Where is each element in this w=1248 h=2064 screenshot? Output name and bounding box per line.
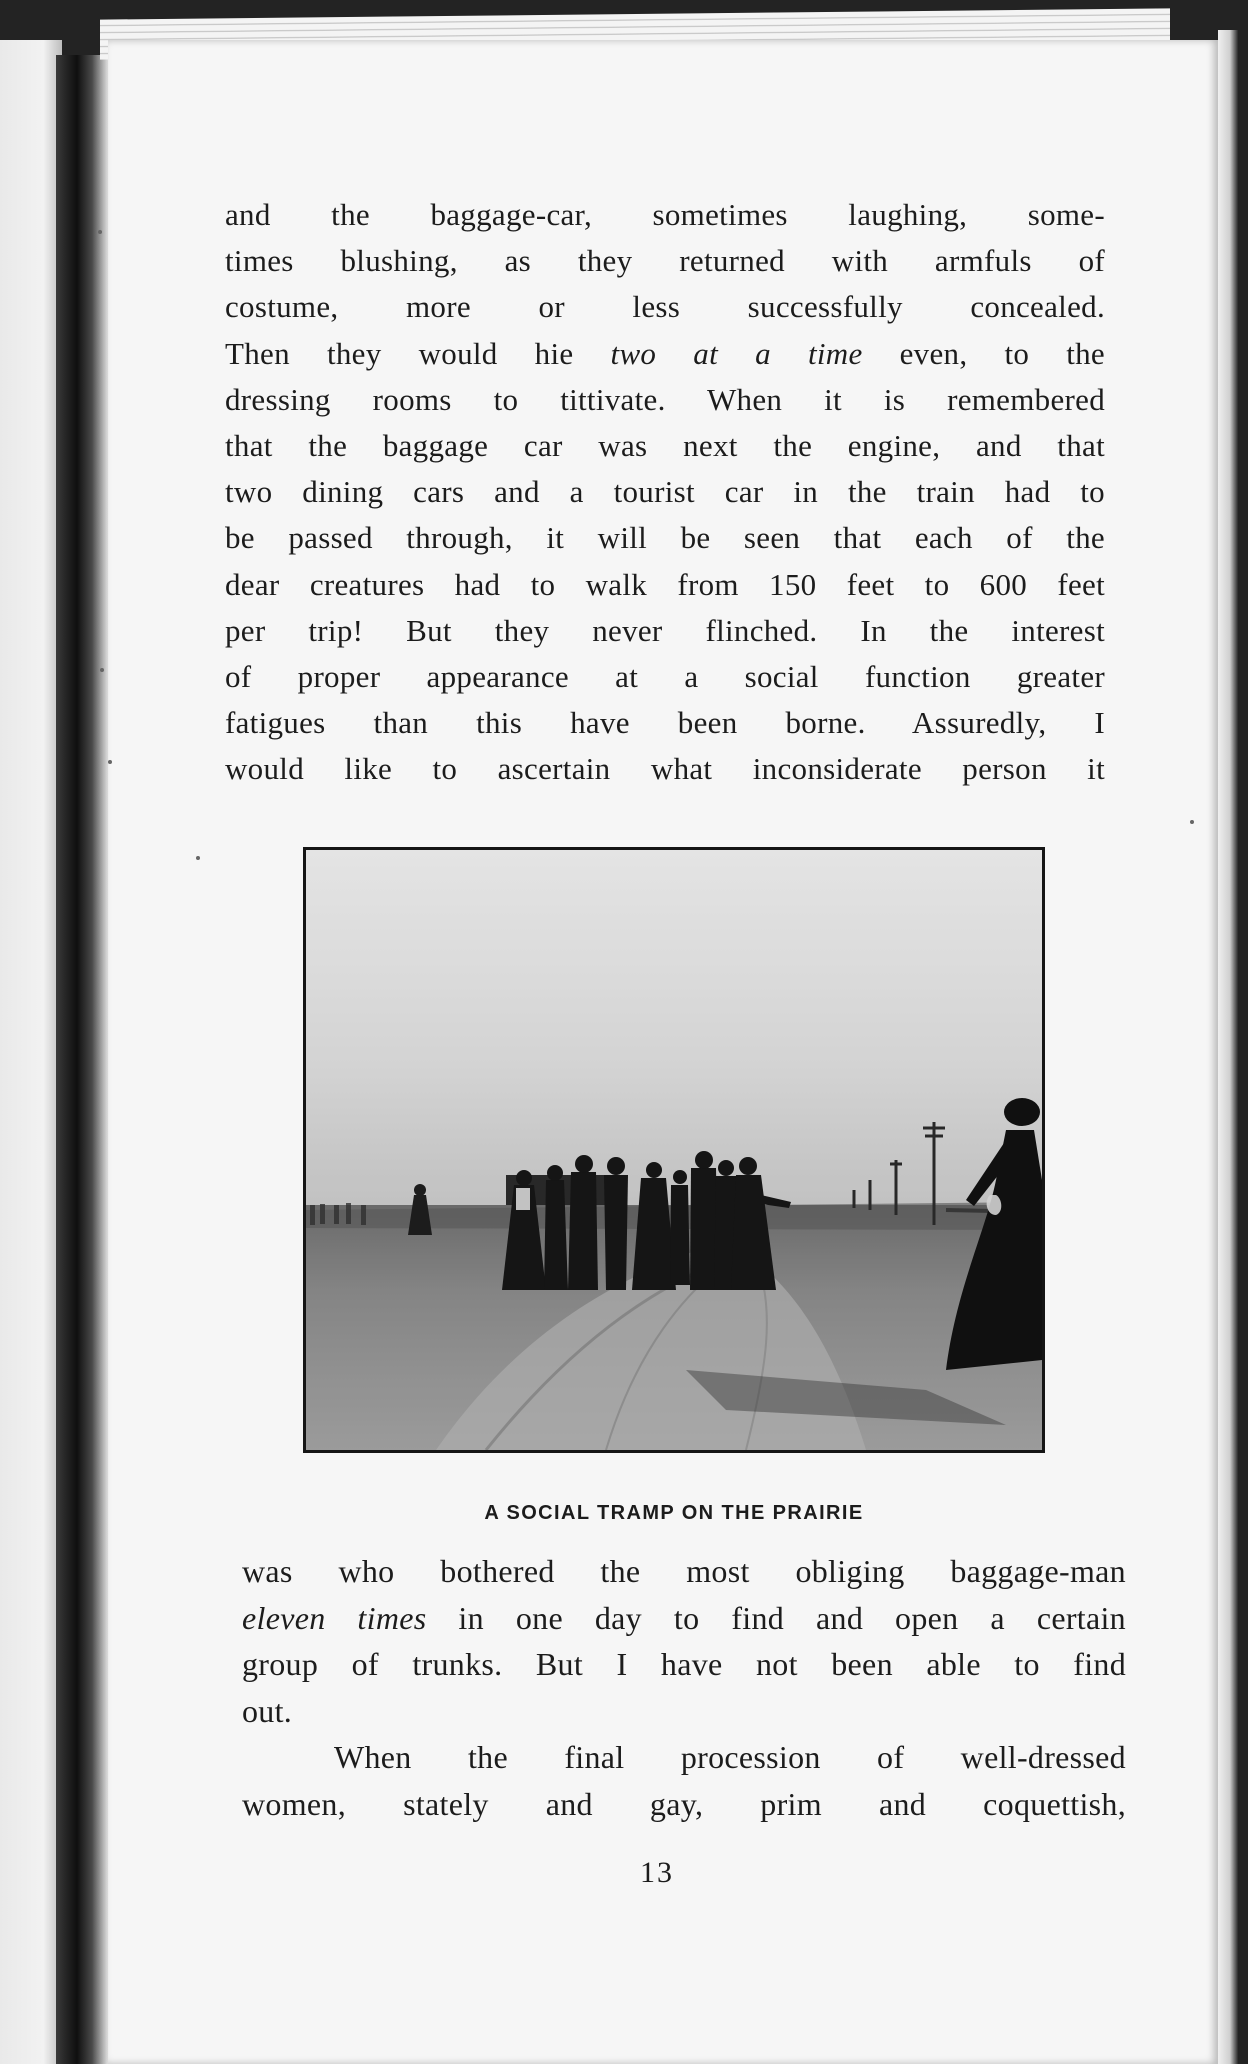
text-line: When the final procession of well-dressed [334,1739,1126,1775]
text-line: would like to ascertain what inconsiderate person it [225,751,1105,787]
text-line: and the baggage-car, sometimes laughing, some- [225,197,1105,232]
body-text-top [225,192,1105,793]
scan-speck [196,856,200,860]
text-run: in one day to find and open a certain [426,1599,1126,1636]
text-line: two dining cars and a tourist car in the train had to [225,474,1105,510]
text-line: that the baggage car was next the engine, and that [225,428,1105,464]
text-line: women, stately and gay, prim and coquettish, [242,1785,1126,1822]
text-line [242,1595,1126,1642]
text-line: was who bothered the most obliging baggage-man [242,1553,1126,1589]
text-line: dear creatures had to walk from 150 feet to 600 feet [225,566,1105,602]
italic-phrase: two at a time [610,335,863,371]
scan-speck [108,760,112,764]
text-line: fatigues than this have been borne. Assuredly, I [225,705,1105,741]
right-page-edge [1218,30,1238,2064]
text-line: times blushing, as they returned with armfuls of [225,243,1105,279]
text-run: Then they would hie [225,335,611,371]
left-page-edge [0,40,62,2064]
photo-caption: A SOCIAL TRAMP ON THE PRAIRIE [484,1502,864,1524]
text-line: costume, more or less successfully concealed. [225,289,1105,325]
text-run: even, to the [862,335,1105,371]
book-spine [56,55,116,2064]
scan-speck [98,230,102,234]
photo-illustration [306,850,1042,1450]
body-text-bottom [242,1548,1126,1827]
text-line: out. [242,1692,293,1729]
scan-speck [1190,820,1194,824]
text-line: of proper appearance at a social function greater [225,659,1105,695]
italic-phrase: eleven times [242,1599,427,1636]
scan-speck [100,668,104,672]
text-line: dressing rooms to tittivate. When it is remembered [225,381,1105,417]
text-line: be passed through, it will be seen that each of the [225,520,1105,556]
text-line: group of trunks. But I have not been able to find [242,1646,1126,1682]
page-number: 13 [640,1856,674,1889]
text-line: per trip! But they never flinched. In the interest [225,612,1105,648]
prairie-photograph [303,847,1045,1453]
text-line [225,331,1105,377]
